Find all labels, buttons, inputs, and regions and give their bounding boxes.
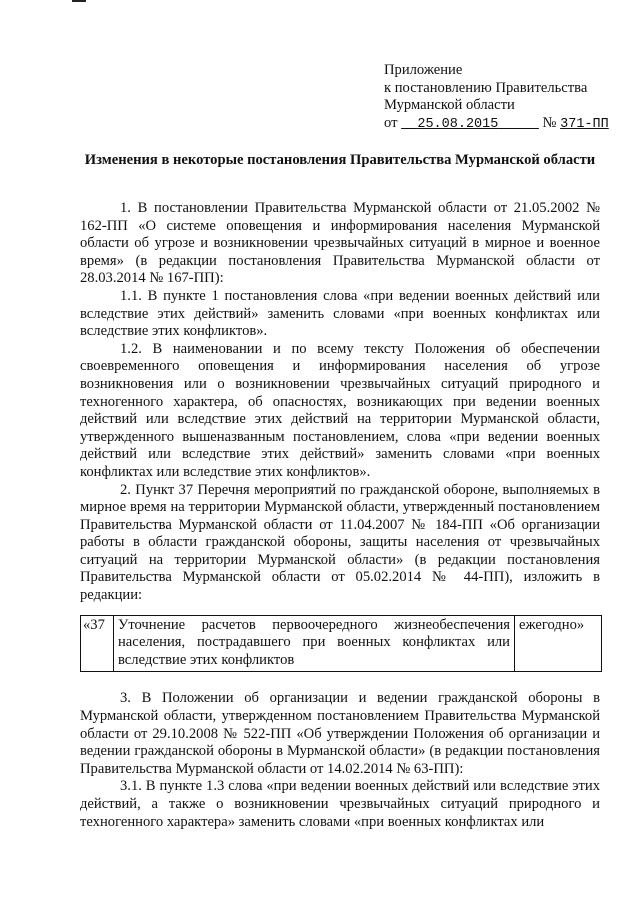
table-row	[81, 615, 602, 672]
appendix-date-line	[384, 115, 624, 134]
appendix-line-2: к постановлению Правительства	[384, 79, 588, 96]
paragraph-2: 2. Пункт 37 Перечня мероприятий по гражданской обороне, выполняемых в мирное время на территории Мурманской области, утвержденный постановлением Правительства Мурманской области от 11.04.2007 № 184-ПП «Об организации работы в области гражданской обороны, защиты населения от чрезвычайных ситуаций на территории Мурманской области» (в редакции постановления Правительства Мурманской области от 05.02.2014 № 44-ПП), изложить в редакции:	[80, 481, 600, 604]
paragraph-1-1: 1.1. В пункте 1 постановления слова «при ведении военных действий или вследствие этих действий» заменить словами «при военных конфликтах или вследствие этих конфликтов».	[80, 287, 600, 340]
paragraph-3: 3. В Положении об организации и ведении гражданской обороны в Мурманской области, утвержденном постановлением Правительства Мурманской области от 29.10.2008 № 522-ПП «Об утверждении Положения об организации и ведении гражданской обороны в Мурманской области» (в редакции постановления Правительства Мурманской области от 14.02.2014 № 63-ПП):	[80, 690, 600, 777]
date-text: 25.08.2015	[417, 116, 499, 132]
item-number-cell: «37	[81, 615, 114, 672]
document-title: Изменения в некоторые постановления Правительства Мурманской области	[84, 152, 596, 168]
paragraph-1-2: 1.2. В наименовании и по всему тексту Положения об обеспечении своевременного оповещения и информирования населения об угрозе возникновения или о возникновении чрезвычайных ситуаций природного и техногенного характера, об опасностях, возникающих при ведении военных действий или вследствие этих действий на территории Мурманской области, утвержденного вышеназванным постановлением, слова «при ведении военных действий или вследствие этих действий» заменить словами «при военных конфликтах или вследствие этих конфликтов».	[80, 340, 600, 480]
scan-mark	[72, 0, 86, 2]
item-frequency-cell: ежегодно»	[515, 615, 602, 672]
spacer	[80, 672, 600, 690]
appendix-line-1: Приложение	[384, 62, 463, 78]
item-text-cell: Уточнение расчетов первоочередного жизнеобеспечения населения, пострадавшего при военных конфликтах или вследствие этих конфликтов	[114, 615, 515, 672]
appendix-block	[384, 62, 624, 133]
number-prefix: №	[542, 114, 557, 131]
document-body	[80, 200, 600, 831]
item-37-table	[80, 615, 602, 673]
date-prefix: от	[384, 114, 398, 131]
appendix-line-3: Мурманской области	[384, 97, 515, 114]
number-value: 371-ПП	[560, 116, 609, 132]
paragraph-1: 1. В постановлении Правительства Мурманской области от 21.05.2002 № 162-ПП «О системе оповещения и информирования населения Мурманской области об угрозе и возникновении чрезвычайных ситуаций в мирное и военное время» (в редакции постановления Правительства Мурманской области от 28.03.2014 № 167-ПП):	[80, 200, 600, 287]
date-value	[401, 117, 539, 132]
paragraph-3-1: 3.1. В пункте 1.3 слова «при ведении военных действий или вследствие этих действий, а также о возникновении чрезвычайных ситуаций природного и техногенного характера» заменить словами «при военных конфликтах или	[80, 778, 600, 830]
